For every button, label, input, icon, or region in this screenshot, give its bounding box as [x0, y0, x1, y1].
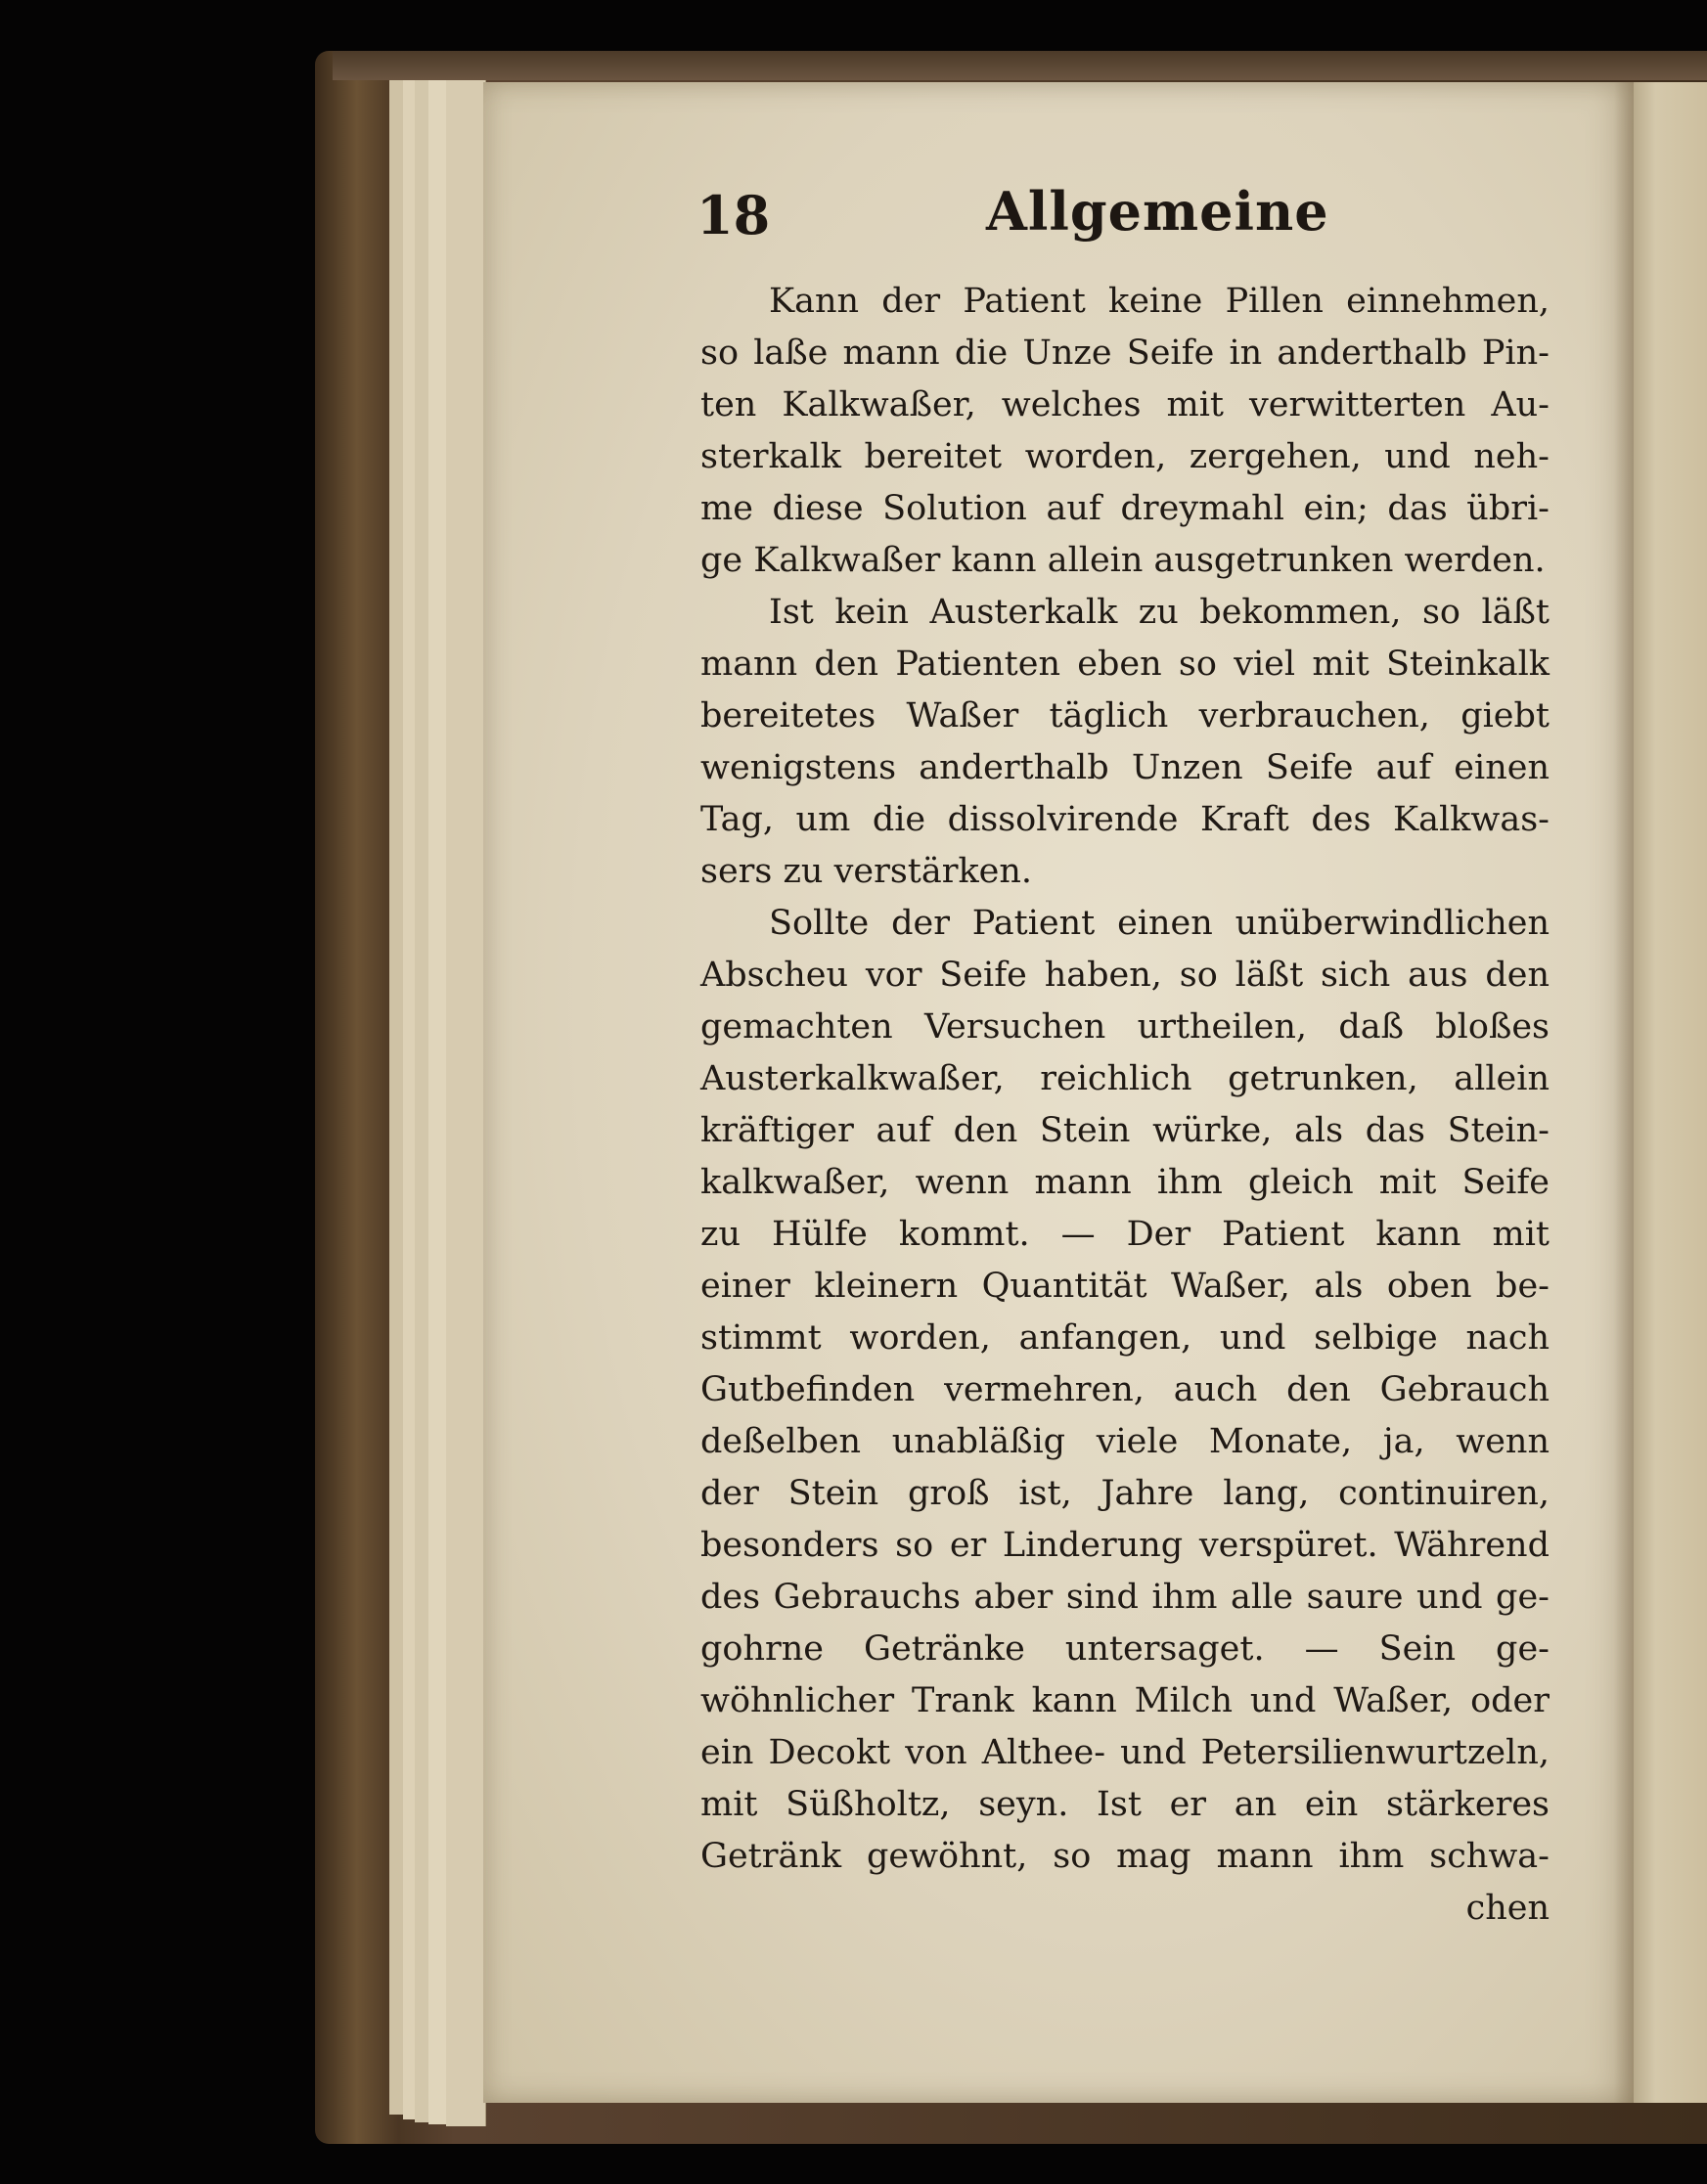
text-line: sterkalk bereitet worden, zergehen, und neh-: [700, 437, 1550, 476]
text-line: wenigstens anderthalb Unzen Seife auf einen: [700, 748, 1550, 787]
text-line: sers zu verstärken.: [700, 852, 1033, 891]
text-line: gemachten Versuchen urtheilen, daß bloßes: [700, 1007, 1550, 1047]
book-cover-top: [333, 51, 1707, 80]
body-text: [700, 276, 1550, 1935]
text-line: kräftiger auf den Stein würke, als das Stein-: [700, 1111, 1550, 1150]
text-line: Abscheu vor Seife haben, so läßt sich aus den: [700, 956, 1550, 995]
text-line: des Gebrauchs aber sind ihm alle saure und ge-: [700, 1578, 1550, 1617]
text-line: deßelben unabläßig viele Monate, ja, wenn: [700, 1422, 1550, 1461]
text-line: Austerkalkwaßer, reichlich getrunken, allein: [700, 1059, 1550, 1098]
catchword: chen: [1465, 1889, 1550, 1928]
facing-page: [1634, 82, 1707, 2103]
text-line: mann den Patienten eben so viel mit Steinkalk: [700, 645, 1550, 684]
text-line: kalkwaßer, wenn mann ihm gleich mit Seife: [700, 1163, 1550, 1202]
page-number: 18: [696, 184, 771, 246]
text-line: wöhnlicher Trank kann Milch und Waßer, oder: [700, 1681, 1550, 1720]
page-edge: [446, 80, 486, 2126]
text-line: so laße mann die Unze Seife in anderthalb Pin-: [700, 334, 1550, 373]
text-line: Sollte der Patient einen unüberwindlichen: [769, 904, 1550, 943]
text-line: Getränk gewöhnt, so mag mann ihm schwa-: [700, 1837, 1550, 1876]
text-line: einer kleinern Quantität Waßer, als oben be-: [700, 1267, 1550, 1306]
text-line: bereitetes Waßer täglich verbrauchen, giebt: [700, 696, 1550, 735]
text-line: zu Hülfe kommt. — Der Patient kann mit: [700, 1215, 1550, 1254]
text-line: gohrne Getränke untersaget. — Sein ge-: [700, 1629, 1550, 1669]
text-line: Ist kein Austerkalk zu bekommen, so läßt: [769, 593, 1550, 632]
text-line: Kann der Patient keine Pillen einnehmen,: [769, 282, 1550, 321]
text-line: besonders so er Linderung verspüret. Während: [700, 1526, 1550, 1565]
text-line: mit Süßholtz, seyn. Ist er an ein stärkeres: [700, 1785, 1550, 1824]
text-line: stimmt worden, anfangen, und selbige nach: [700, 1318, 1550, 1358]
text-line: ten Kalkwaßer, welches mit verwitterten Au-: [700, 385, 1550, 424]
text-line: Tag, um die dissolvirende Kraft des Kalkwas-: [700, 800, 1550, 839]
text-line: ein Decokt von Althee- und Petersilienwurtzeln,: [700, 1733, 1550, 1772]
text-line: Gutbefinden vermehren, auch den Gebrauch: [700, 1370, 1550, 1409]
text-line: me diese Solution auf dreymahl ein; das übri-: [700, 489, 1550, 528]
running-head: Allgemeine: [986, 180, 1329, 243]
text-line: der Stein groß ist, Jahre lang, continuiren,: [700, 1474, 1550, 1513]
text-line: ge Kalkwaßer kann allein ausgetrunken werden.: [700, 541, 1546, 580]
